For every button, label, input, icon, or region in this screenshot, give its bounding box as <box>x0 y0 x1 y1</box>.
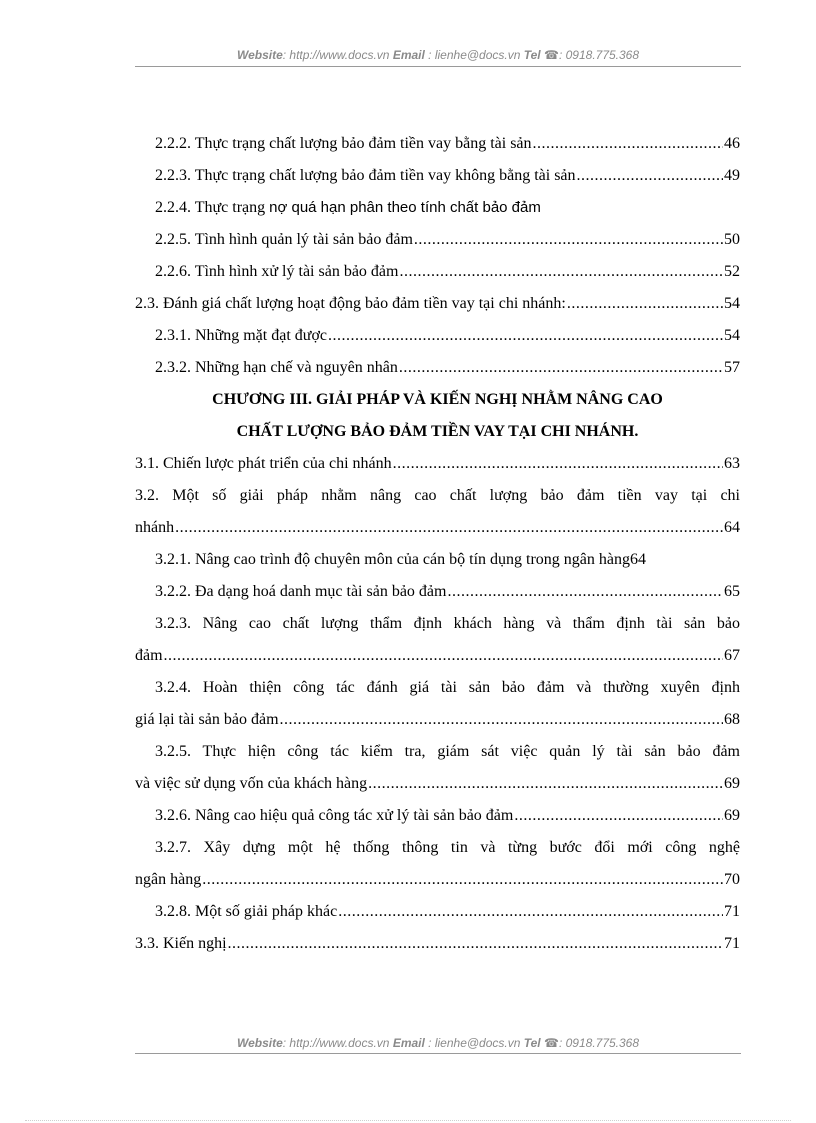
toc-entry-page: 67 <box>724 647 740 664</box>
website-url: : http://www.docs.vn <box>282 48 390 62</box>
chapter-heading: CHẤT LƯỢNG BẢO ĐẢM TIỀN VAY TẠI CHI NHÁNH. <box>236 423 639 440</box>
toc-entry <box>135 224 740 256</box>
toc-entry-line <box>135 640 740 672</box>
toc-entry-title: 3.2.8. Một số giải pháp khác <box>155 903 338 920</box>
toc-entry <box>135 352 740 384</box>
dot-leader <box>533 128 723 160</box>
page-header <box>135 48 741 62</box>
dot-leader <box>514 800 723 832</box>
email-address: : lienhe@docs.vn <box>428 48 521 62</box>
dot-leader <box>393 448 723 480</box>
toc-entry-line: 3.2.4. Hoàn thiện công tác đánh giá tài sản bảo đảm và thường xuyên định <box>155 679 740 696</box>
page-edge-dotted-line <box>25 1120 791 1121</box>
dot-leader <box>447 576 723 608</box>
footer-rule <box>135 1053 741 1054</box>
toc-entry <box>135 256 740 288</box>
toc-entry <box>135 448 740 480</box>
toc-entry-line <box>135 704 740 736</box>
dot-leader <box>328 320 723 352</box>
dot-leader <box>368 768 723 800</box>
dot-leader <box>414 224 723 256</box>
toc-entry-page: 57 <box>724 359 740 376</box>
header-rule <box>135 66 741 67</box>
toc-entry <box>135 576 740 608</box>
toc-entry-line <box>135 768 740 800</box>
toc-entry-title: 3.1. Chiến lược phát triển của chi nhánh <box>135 455 392 472</box>
table-of-contents <box>135 128 740 960</box>
toc-entry <box>135 128 740 160</box>
toc-entry <box>135 288 740 320</box>
toc-entry-page: 70 <box>724 871 740 888</box>
website-url: : http://www.docs.vn <box>282 1036 390 1050</box>
dot-leader <box>338 896 723 928</box>
toc-entry-page: 68 <box>724 711 740 728</box>
toc-entry-page: 54 <box>724 295 740 312</box>
toc-entry-title: 2.3.1. Những mặt đạt được <box>155 327 327 344</box>
toc-entry-title: 2.2.5. Tình hình quản lý tài sản bảo đảm <box>155 231 413 248</box>
email-address: : lienhe@docs.vn <box>428 1036 521 1050</box>
toc-entry-title: ngân hàng <box>135 871 202 888</box>
toc-entry-page: 54 <box>724 327 740 344</box>
toc-entry-title: nhánh <box>135 519 175 536</box>
dot-leader <box>399 256 723 288</box>
tel-number: : 0918.775.368 <box>558 1036 640 1050</box>
toc-entry-title: 2.2.3. Thực trạng chất lượng bảo đảm tiền vay không bằng tài sản <box>155 167 576 184</box>
tel-number: : 0918.775.368 <box>558 48 640 62</box>
toc-entry-line <box>135 864 740 896</box>
dot-leader <box>202 864 723 896</box>
toc-entry <box>135 928 740 960</box>
phone-icon: ☎ <box>544 48 559 62</box>
toc-entry-title: 2.2.4. Thực trạng <box>155 199 266 216</box>
toc-entry <box>135 160 740 192</box>
toc-entry-page: 52 <box>724 263 740 280</box>
page-footer <box>135 1036 741 1050</box>
toc-entry <box>135 320 740 352</box>
toc-entry <box>135 192 740 224</box>
toc-entry-line: 3.2.5. Thực hiện công tác kiểm tra, giám sát việc quản lý tài sản bảo đảm <box>155 743 740 760</box>
toc-entry-title: đảm <box>135 647 163 664</box>
dot-leader <box>164 640 723 672</box>
toc-entry-title: 3.2.6. Nâng cao hiệu quả công tác xử lý tài sản bảo đảm <box>155 807 514 824</box>
tel-label: Tel <box>523 48 541 62</box>
toc-entry-title: 3.2.2. Đa dạng hoá danh mục tài sản bảo đảm <box>155 583 447 600</box>
dot-leader <box>175 512 723 544</box>
toc-entry-page: 49 <box>724 167 740 184</box>
toc-entry-page: 63 <box>724 455 740 472</box>
toc-entry-page: 46 <box>724 135 740 152</box>
toc-entry-title: 2.3. Đánh giá chất lượng hoạt động bảo đảm tiền vay tại chi nhánh: <box>135 295 566 312</box>
toc-entry-title: và việc sử dụng vốn của khách hàng <box>135 775 368 792</box>
dot-leader <box>577 160 723 192</box>
toc-entry-line: 3.2. Một số giải pháp nhằm nâng cao chất lượng bảo đảm tiền vay tại chi <box>135 487 740 504</box>
dot-leader <box>399 352 723 384</box>
toc-entry-line: 3.2.7. Xây dựng một hệ thống thông tin và từng bước đổi mới công nghệ <box>155 839 740 856</box>
toc-entry-page: 65 <box>724 583 740 600</box>
dot-leader <box>228 928 723 960</box>
website-label: Website <box>236 1036 283 1050</box>
toc-entry <box>135 800 740 832</box>
phone-icon: ☎ <box>544 1036 559 1050</box>
toc-entry-page: 69 <box>724 775 740 792</box>
email-label: Email <box>392 48 425 62</box>
website-label: Website <box>236 48 283 62</box>
toc-entry-page: 64 <box>724 519 740 536</box>
toc-entry-page: 69 <box>724 807 740 824</box>
toc-entry <box>135 896 740 928</box>
toc-entry-page: 71 <box>724 935 740 952</box>
toc-entry-page: 50 <box>724 231 740 248</box>
toc-entry-title: 2.2.6. Tình hình xử lý tài sản bảo đảm <box>155 263 399 280</box>
dot-leader <box>567 288 723 320</box>
toc-entry-title: 2.3.2. Những hạn chế và nguyên nhân <box>155 359 398 376</box>
toc-entry-title: 2.2.2. Thực trạng chất lượng bảo đảm tiền vay bằng tài sản <box>155 135 532 152</box>
toc-entry: 3.2.1. Nâng cao trình độ chuyên môn của cán bộ tín dụng trong ngân hàng64 <box>155 551 646 568</box>
tel-label: Tel <box>523 1036 541 1050</box>
toc-entry-title-continuation: nợ quá hạn phân theo tính chất bảo đảm <box>269 199 541 216</box>
toc-entry-title: giá lại tài sản bảo đảm <box>135 711 279 728</box>
toc-entry-title: 3.3. Kiến nghị <box>135 935 227 952</box>
toc-entry-page: 71 <box>724 903 740 920</box>
chapter-heading: CHƯƠNG III. GIẢI PHÁP VÀ KIẾN NGHỊ NHẰM NÂNG CAO <box>212 391 663 408</box>
email-label: Email <box>392 1036 425 1050</box>
toc-entry-line: 3.2.3. Nâng cao chất lượng thẩm định khách hàng và thẩm định tài sản bảo <box>155 615 740 632</box>
dot-leader <box>280 704 723 736</box>
toc-entry-line <box>135 512 740 544</box>
